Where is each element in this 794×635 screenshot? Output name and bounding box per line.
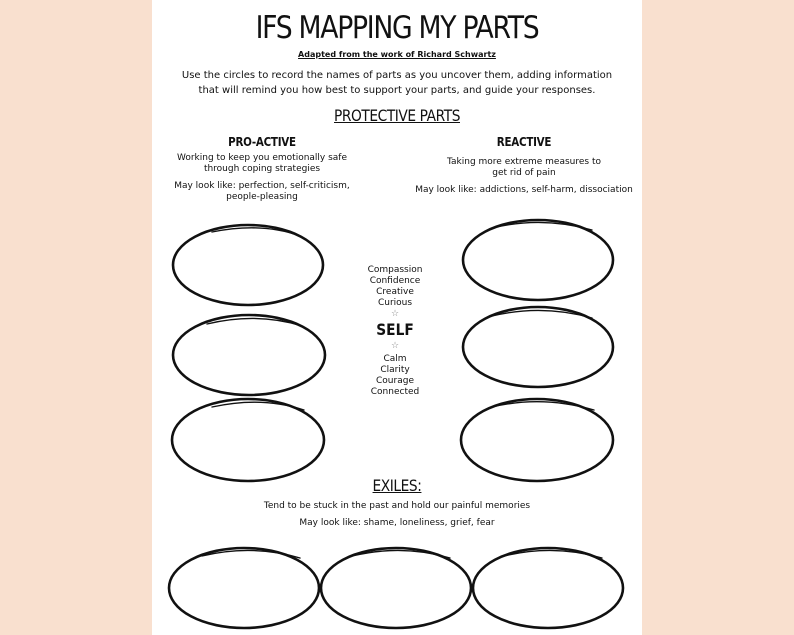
proactive-heading: PRO-ACTIVE [228, 135, 296, 149]
quality-connected: Connected [370, 387, 420, 397]
quality-creative: Creative [376, 287, 414, 297]
instructions-line-2: that will remind you how best to support your parts, and guide your responses. [198, 85, 596, 96]
star-icon: ☆ [390, 309, 400, 319]
quality-compassion: Compassion [367, 265, 423, 275]
reactive-circle-1[interactable] [463, 220, 613, 300]
quality-clarity: Clarity [380, 365, 410, 375]
self-label: SELF [376, 320, 414, 339]
reactive-desc-line-1: Taking more extreme measures to [447, 157, 601, 167]
instructions-line-1: Use the circles to record the names of parts as you uncover them, adding information [181, 70, 613, 81]
protective-parts-heading: PROTECTIVE PARTS [334, 106, 460, 125]
exile-circle-2[interactable] [321, 548, 471, 628]
proactive-example-line-2: people-pleasing [226, 192, 298, 202]
proactive-circle-2[interactable] [173, 315, 325, 395]
quality-courage: Courage [376, 376, 414, 386]
proactive-desc-line-1: Working to keep you emotionally safe [176, 153, 348, 163]
reactive-circle-2[interactable] [463, 307, 613, 387]
exile-circle-3[interactable] [473, 548, 623, 628]
proactive-example-line-1: May look like: perfection, self-criticism, [174, 181, 350, 191]
proactive-circle-3[interactable] [172, 399, 324, 481]
reactive-examples: May look like: addictions, self-harm, dissociation [415, 185, 633, 195]
reactive-circle-3[interactable] [461, 399, 613, 481]
exiles-examples: May look like: shame, loneliness, grief, fear [299, 518, 495, 528]
proactive-desc-line-2: through coping strategies [203, 164, 321, 174]
exiles-heading: EXILES: [372, 476, 422, 495]
reactive-desc-line-2: get rid of pain [492, 168, 556, 178]
exile-circle-1[interactable] [169, 548, 319, 628]
quality-confidence: Confidence [369, 276, 421, 286]
quality-calm: Calm [383, 354, 407, 364]
proactive-circle-1[interactable] [173, 225, 323, 305]
quality-curious: Curious [377, 298, 413, 308]
attribution: Adapted from the work of Richard Schwartz [298, 50, 496, 59]
reactive-heading: REACTIVE [496, 135, 552, 149]
exiles-description: Tend to be stuck in the past and hold our painful memories [263, 501, 531, 511]
page-title: IFS MAPPING MY PARTS [255, 10, 539, 46]
worksheet-page [152, 0, 642, 635]
star-icon: ☆ [390, 341, 400, 351]
parts-circles [152, 0, 642, 635]
